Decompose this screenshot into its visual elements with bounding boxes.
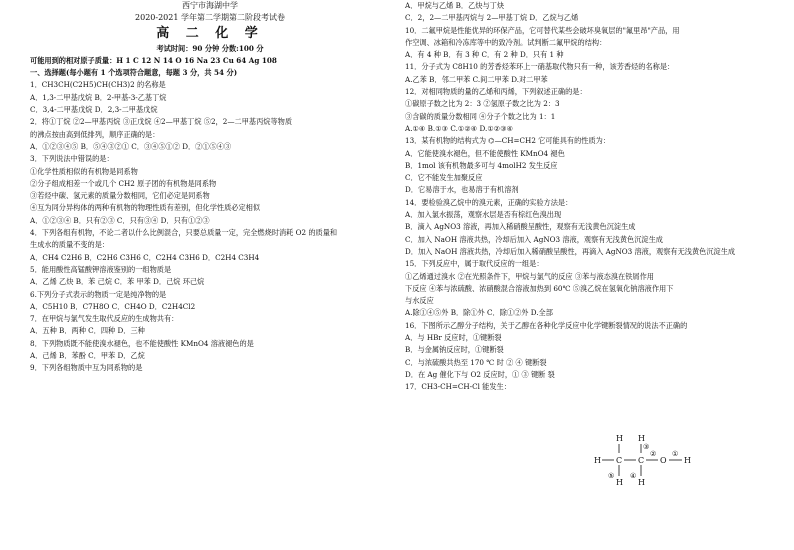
right-column-line: D．它易溶于水，也易溶于有机溶剂 <box>405 185 519 195</box>
left-column-line: 6.下列分子式表示的物质一定是纯净物的是 <box>30 289 167 299</box>
left-column-line: 3．下列说法中错误的是： <box>30 154 114 164</box>
left-column-line: ③若烃中碳、氢元素的质量分数相同，它们必定是同系物 <box>30 191 210 201</box>
bond-label-3: ③ <box>643 443 650 451</box>
left-column-line: 7．在甲烷与氯气发生取代反应的生成物共有： <box>30 314 179 324</box>
left-column-line: 1．CH3CH(C2H5)CH(CH3)2 的名称是 <box>30 80 166 90</box>
right-column-line: B．1mol 该有机物最多可与 4molH2 发生反应 <box>405 160 558 170</box>
right-column-line: B．与金属钠反应时，①键断裂 <box>405 345 504 355</box>
left-column-line: A．①②③④ B．只有②③ C．只有③④ D．只有①②③ <box>30 215 210 225</box>
left-column-line: 5．能用酸性高锰酸钾溶液鉴别的一组物质是 <box>30 264 172 274</box>
right-column-line: C．2，2—二甲基丙烷与 2—甲基丁烷 D．乙烷与乙烯 <box>405 13 579 23</box>
left-column-line: ④互为同分异构体的两种有机物的物理性质有差别，但化学性质必定相似 <box>30 203 261 213</box>
left-column-line: 高 二 化 学 <box>156 25 264 41</box>
right-column-line: 下反应 ④苯与浓硫酸、浓硝酸混合溶液加热到 60℃ ⑤溴乙烷在氢氧化钠溶液作用下 <box>405 283 674 293</box>
right-column-line: D．在 Ag 催化下与 O2 反应时，① ③ 键断 裂 <box>405 369 555 379</box>
atom-o: O <box>660 456 667 465</box>
right-column-line: 14．要检验溴乙烷中的溴元素，正确的实验方法是： <box>405 197 573 207</box>
right-column-line: 12．对相同物质的量的乙烯和丙烯，下列叙述正确的是： <box>405 87 587 97</box>
right-column-line: A.①④ B.①③ C.①②④ D.①②③④ <box>405 123 514 133</box>
right-column-line: A．与 HBr 反应时，①键断裂 <box>405 333 502 343</box>
right-column-line: A．它能使溴水褪色，但不能使酸性 KMnO4 褪色 <box>405 148 565 158</box>
atom-c-1: C <box>616 456 623 465</box>
left-column-line: 8．下列物质既不能使溴水褪色，也不能使酸性 KMnO4 溶液褪色的是 <box>30 338 254 348</box>
left-column-line: A．五种 B．两种 C．四种 D．三种 <box>30 326 145 336</box>
left-column-line: A．C5H10 B．C7H8O C．CH4O D．C2H4Cl2 <box>30 301 196 311</box>
right-column-line: 与水反应 <box>405 296 434 306</box>
left-column-line: 西宁市海湖中学 <box>182 1 238 10</box>
right-column-line: A．有 4 种 B．有 3 种 C．有 2 种 D．只有 1 种 <box>405 50 564 60</box>
left-column-line: A．①②③④⑤ B．⑤④③②① C．③④⑤①② D．②①⑤④③ <box>30 141 232 151</box>
right-column-line: A．甲烷与乙烯 B．乙炔与丁炔 <box>405 1 505 10</box>
left-column-line: ②分子组成相差一个或几个 CH2 原子团的有机物是同系物 <box>30 178 217 188</box>
bond-label-1: ① <box>672 450 679 458</box>
left-column-line: 的沸点按由高到低排列，顺序正确的是： <box>30 129 160 139</box>
right-column-line: A．加入氯水振荡，观察水层是否有棕红色溴出现 <box>405 210 562 220</box>
right-column-line: C．加入 NaOH 溶液共热，冷却后加入 AgNO3 溶液，观察有无浅黄色沉淀生成 <box>405 234 663 244</box>
right-column-line: C．与浓硫酸共热至 170 ℃ 时 ② ④ 键断裂 <box>405 357 547 367</box>
right-column-line: A.除①④⑤外 B．除①外 C．除①②外 D.全部 <box>405 308 553 318</box>
right-column <box>405 0 780 394</box>
left-column-line: 2．将①丁烷 ②2—甲基丙烷 ③正戊烷 ④2—甲基丁烷 ⑤2，2—二甲基丙烷等物质 <box>30 117 293 127</box>
right-column-line: B．滴入 AgNO3 溶液，再加入稀硝酸呈酸性，观察有无浅黄色沉淀生成 <box>405 222 636 232</box>
left-column-line: C．3,4-二甲基戊烷 D．2,3-二甲基戊烷 <box>30 105 158 115</box>
atom-h-bottom-2: H <box>638 478 645 487</box>
left-column-line: A．1,3-二甲基戊烷 B．2-甲基-3-乙基丁烷 <box>30 92 167 102</box>
right-column-line: ①乙烯通过溴水 ②在光照条件下，甲烷与氯气的反应 ③苯与液态溴在铁屑作用 <box>405 271 654 281</box>
right-column-line: 17．CH3-CH=CH-Cl 能发生： <box>405 382 511 392</box>
atom-h-top-1: H <box>616 434 623 443</box>
right-column-line: 作空调、冰箱和冷冻库等中的致冷剂。试判断二氟甲烷的结构： <box>405 37 607 47</box>
right-column-line: D．加入 NaOH 溶液共热，冷却后加入稀硝酸呈酸性，再滴入 AgNO3 溶液，观察有无浅黄色沉淀生成 <box>405 246 736 256</box>
atom-h-bottom-1: H <box>616 478 623 487</box>
right-column-line: 16．下图所示乙醇分子结构，关于乙醇在各种化学反应中化学键断裂情况的说法不正确的 <box>405 320 688 330</box>
left-column-line: 4．下列各组有机物，不论二者以什么比例混合，只要总质量一定，完全燃烧时消耗 O2 的质量和 <box>30 228 338 238</box>
left-column-line: 生成水的质量不变的是： <box>30 240 110 250</box>
bond-label-2: ② <box>650 450 657 458</box>
left-column-line: 考试时间：90 分钟 分数:100 分 <box>156 43 264 53</box>
left-column <box>30 0 390 375</box>
bond-label-4: ④ <box>630 472 637 480</box>
bond-label-5: ⑤ <box>608 472 615 480</box>
left-column-line: 可能用到的相对原子质量：H 1 C 12 N 14 O 16 Na 23 Cu 64 Ag 108 <box>30 55 277 65</box>
right-column-line: 10．二氟甲烷是性能优异的环保产品，它可替代某些会破坏臭氧层的"氟里昂"产品，用 <box>405 25 680 35</box>
left-column-line: 2020-2021 学年第二学期第二阶段考试卷 <box>135 13 285 23</box>
left-column-line: A．己烯 B．苯酚 C．甲苯 D．乙烷 <box>30 351 145 361</box>
atom-h-left: H <box>594 456 601 465</box>
left-column-line: A．乙烯 乙炔 B．苯 己烷 C．苯 甲苯 D．己烷 环己烷 <box>30 277 205 287</box>
right-column-line: ①碳原子数之比为 2：3 ②氢原子数之比为 2：3 <box>405 99 560 109</box>
left-column-line: A．CH4 C2H6 B．C2H6 C3H6 C．C2H4 C3H6 D．C2H4 C3H4 <box>30 252 260 262</box>
left-column-line: 9．下列各组物质中互为同系物的是 <box>30 363 143 373</box>
atom-c-2: C <box>638 456 645 465</box>
right-column-line: ③含碳的质量分数相同 ④分子个数之比为 1：1 <box>405 111 556 121</box>
right-column-line: 15．下列反应中，属于取代反应的一组是： <box>405 259 544 269</box>
ethanol-structure-diagram <box>590 432 700 488</box>
left-column-line: ①化学性质相似的有机物是同系物 <box>30 166 138 176</box>
left-column-line: 一、选择题(每小题有 1 个选项符合题意，每题 3 分，共 54 分) <box>30 68 238 78</box>
atom-h-top-2: H <box>638 434 645 443</box>
right-column-line: A.乙苯 B．邻二甲苯 C.间二甲苯 D.对二甲苯 <box>405 74 548 84</box>
right-column-line: C．它不能发生加聚反应 <box>405 173 483 183</box>
right-column-line: 13．某有机物的结构式为 ⌬—CH=CH2 它可能具有的性质为： <box>405 136 611 146</box>
atom-h-right: H <box>684 456 691 465</box>
right-column-line: 11．分子式为 C8H10 的芳香烃苯环上一硝基取代物只有一种，该芳香烃的名称是： <box>405 62 675 72</box>
